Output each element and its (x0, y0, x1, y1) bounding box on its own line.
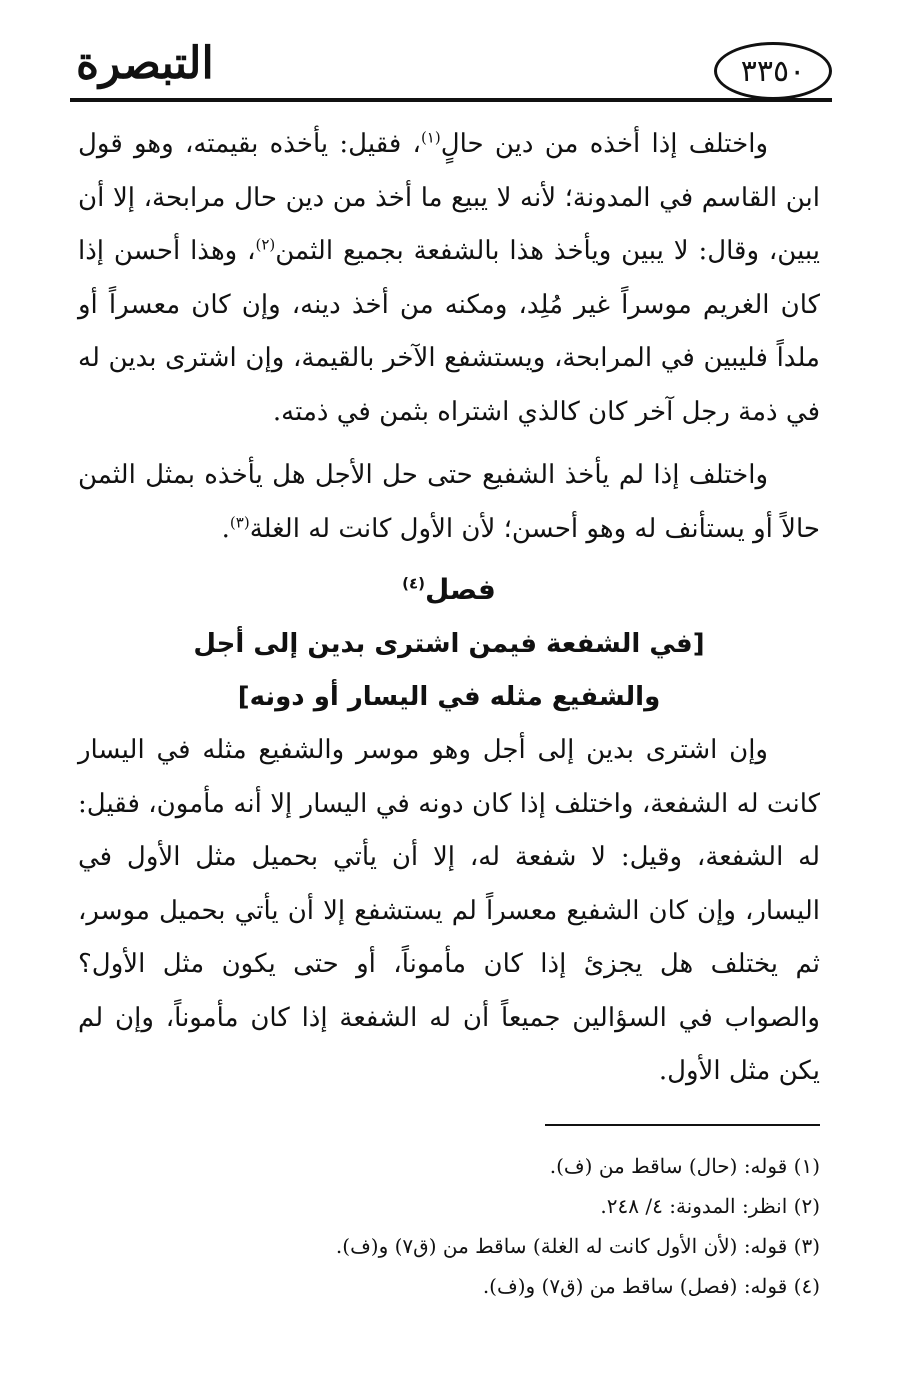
footnote-1: (١) قوله: (حال) ساقط من (ف). (549, 1154, 820, 1178)
footnote-mark-4: (٤) (402, 574, 425, 593)
main-text (78, 118, 820, 1099)
footnote-mark-3: (٣) (229, 512, 250, 531)
section-title (78, 562, 820, 618)
paragraph-1 (78, 118, 820, 439)
page-number-oval (714, 42, 832, 100)
page-header (70, 40, 832, 112)
section-title-text: فصل (424, 573, 496, 606)
paragraph-2 (78, 449, 820, 556)
footnote-separator (545, 1124, 820, 1126)
section-subtitle-1: [في الشفعة فيمن اشترى بدين إلى أجل (193, 629, 705, 659)
paragraph-1-text: واختلف إذا أخذه من دين حالٍ$^{(١)}$، فقيل: يأخذه بقيمته، وهو قول ابن القاسم في المدونة؛ لأنه لا يبيع ما أخذ من دين حال مرابحة، إلا أن يبين، وقال: لا يبين ويأخذ هذا بالشفعة بجميع الثمن$^{(٢)}$، وهذا أحسن إذا كان الغريم موسراً غير مُلِد، ومكنه من أخذ دينه، وإن كان معسراً أو ملداً فليبين في المرابحة، ويستشفع الآخر بالقيمة، وإن اشترى بدين له في ذمة رجل آخر كان كالذي اشتراه بثمن في ذمته. (78, 128, 820, 427)
footnote-4: (٤) قوله: (فصل) ساقط من (ق٧) و(ف). (482, 1274, 820, 1298)
footnote-mark-1: (١) (420, 128, 441, 147)
book-title: التبصرة (76, 38, 214, 89)
footnote-3: (٣) قوله: (لأن الأول كانت له الغلة) ساقط من (ق٧) و(ف). (335, 1234, 820, 1258)
footnote-mark-2: (٢) (255, 235, 276, 254)
paragraph-3-text: وإن اشترى بدين إلى أجل وهو موسر والشفيع مثله في اليسار كانت له الشفعة، واختلف إذا كان دونه في اليسار إلا أنه مأمون، فقيل: له الشفعة، وقيل: لا شفعة له، إلا أن يأتي بحميل مثل الأول في اليسار، وإن كان الشفيع معسراً لم يستشفع إلا أن يأتي بحميل موسر، ثم يختلف هل يجزئ إذا كان مأموناً، أو حتى يكون مثل الأول؟ والصواب في السؤالين جميعاً أن له الشفعة إذا كان مأموناً، وإن لم يكن مثل الأول. (78, 735, 820, 1086)
header-rule (70, 98, 832, 102)
section-subtitle-2: والشفيع مثله في اليسار أو دونه] (237, 682, 661, 712)
paragraph-3 (78, 724, 820, 1099)
footnotes (120, 1146, 820, 1306)
page-number: ٣٣٥٠ (740, 53, 806, 89)
footnote-2: (٢) انظر: المدونة: ٤/ ٢٤٨. (600, 1194, 820, 1218)
paragraph-2-text: واختلف إذا لم يأخذ الشفيع حتى حل الأجل هل يأخذه بمثل الثمن حالاً أو يستأنف له وهو أحسن؛ لأن الأول كانت له الغلة$^{(٣)}$. (78, 460, 820, 544)
